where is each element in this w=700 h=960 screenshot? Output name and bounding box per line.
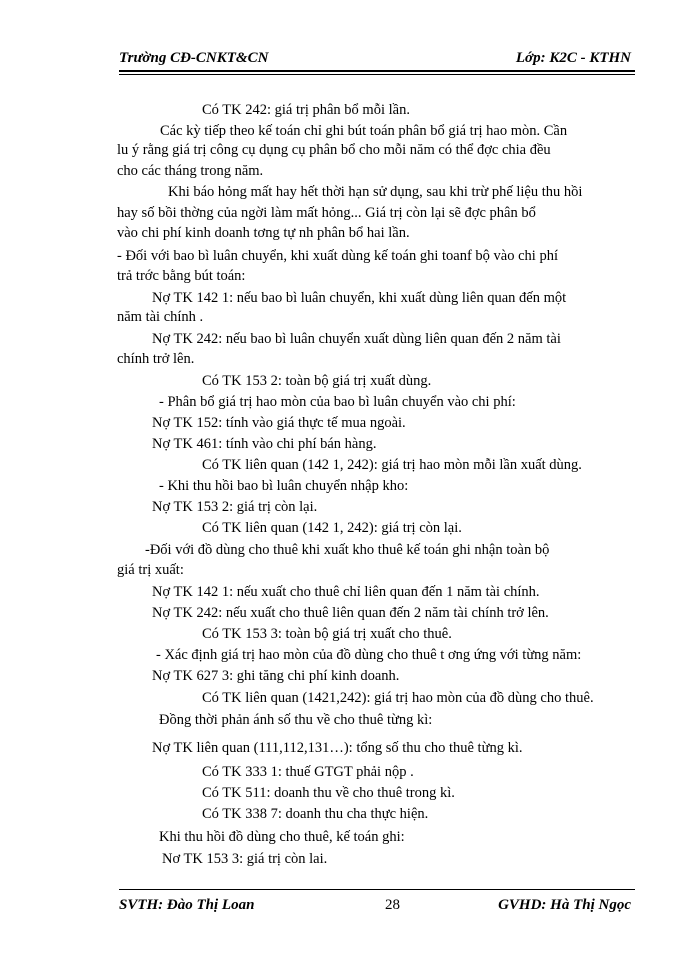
- text-line: Có TK 333 1: thuế GTGT phải nộp .: [202, 764, 414, 780]
- text-line: Nợ TK 142 1: nếu xuất cho thuê chỉ liên quan đến 1 năm tài chính.: [152, 584, 540, 600]
- footer-student: SVTH: Đào Thị Loan: [119, 897, 255, 913]
- text-line: Có TK 511: doanh thu về cho thuê trong kì.: [202, 785, 455, 801]
- text-line: trả trớc bằng bút toán:: [117, 268, 246, 284]
- header-school: Trường CĐ-CNKT&CN: [119, 50, 269, 66]
- text-line: Nợ TK liên quan (111,112,131…): tổng số thu cho thuê từng kì.: [152, 740, 523, 756]
- text-line: Nợ TK 242: nếu bao bì luân chuyển xuất dùng liên quan đến 2 năm tài: [152, 331, 561, 347]
- footer-supervisor: GVHD: Hà Thị Ngọc: [498, 897, 631, 913]
- text-line: Có TK liên quan (142 1, 242): giá trị hao mòn mỗi lần xuất dùng.: [202, 457, 582, 473]
- text-line: hay số bồi thờng của ngời làm mất hỏng... Giá trị còn lại sẽ đợc phân bổ: [117, 205, 536, 221]
- text-line: Có TK 242: giá trị phân bổ mỗi lần.: [202, 102, 410, 118]
- text-line: Khi thu hồi đồ dùng cho thuê, kế toán ghi:: [159, 829, 405, 845]
- text-line: Nơ TK 153 3: giá trị còn lai.: [162, 851, 328, 867]
- text-line: chính trở lên.: [117, 351, 195, 367]
- text-line: vào chi phí kinh doanh tơng tự nh phân bổ hai lần.: [117, 225, 410, 241]
- text-line: Nợ TK 627 3: ghi tăng chi phí kinh doanh.: [152, 668, 400, 684]
- header-class: Lớp: K2C - KTHN: [515, 50, 631, 66]
- text-line: năm tài chính .: [117, 309, 204, 325]
- text-line: Có TK liên quan (1421,242): giá trị hao mòn của đồ dùng cho thuê.: [202, 690, 594, 706]
- text-line: Nợ TK 142 1: nếu bao bì luân chuyển, khi xuất dùng liên quan đến một: [152, 290, 567, 306]
- text-line: Có TK 153 3: toàn bộ giá trị xuất cho thuê.: [202, 626, 452, 642]
- text-line: Có TK 338 7: doanh thu cha thực hiện.: [202, 806, 429, 822]
- footer-rule: [119, 889, 635, 890]
- text-line: - Xác định giá trị hao mòn của đồ dùng cho thuê t ơng ứng với từng năm:: [156, 647, 582, 663]
- text-line: Đồng thời phản ánh số thu về cho thuê từng kì:: [159, 712, 433, 728]
- text-line: giá trị xuất:: [117, 562, 184, 578]
- text-line: Nợ TK 153 2: giá trị còn lại.: [152, 499, 318, 515]
- text-line: Có TK 153 2: toàn bộ giá trị xuất dùng.: [202, 373, 432, 389]
- text-line: cho các tháng trong năm.: [117, 163, 264, 179]
- page-number: 28: [385, 897, 400, 913]
- text-line: - Đối với bao bì luân chuyển, khi xuất dùng kế toán ghi toanf bộ vào chi phí: [117, 248, 558, 264]
- text-line: Khi báo hỏng mất hay hết thời hạn sử dụng, sau khi trừ phế liệu thu hồi: [168, 184, 583, 200]
- text-line: Nợ TK 152: tính vào giá thực tế mua ngoài.: [152, 415, 406, 431]
- text-line: - Khi thu hồi bao bì luân chuyển nhập kho:: [159, 478, 409, 494]
- text-line: -Đối với đồ dùng cho thuê khi xuất kho thuê kế toán ghi nhận toàn bộ: [145, 542, 550, 558]
- text-line: - Phân bổ giá trị hao mòn của bao bì luân chuyển vào chi phí:: [159, 394, 516, 410]
- text-line: lu ý rằng giá trị công cụ dụng cụ phân bổ cho mỗi năm có thể đợc chia đều: [117, 142, 551, 158]
- text-line: Nợ TK 242: nếu xuất cho thuê liên quan đến 2 năm tài chính trở lên.: [152, 605, 549, 621]
- text-line: Nợ TK 461: tính vào chi phí bán hàng.: [152, 436, 377, 452]
- text-line: Có TK liên quan (142 1, 242): giá trị còn lại.: [202, 520, 462, 536]
- text-line: Các kỳ tiếp theo kế toán chỉ ghi bút toán phân bổ giá trị hao mòn. Cần: [160, 123, 568, 139]
